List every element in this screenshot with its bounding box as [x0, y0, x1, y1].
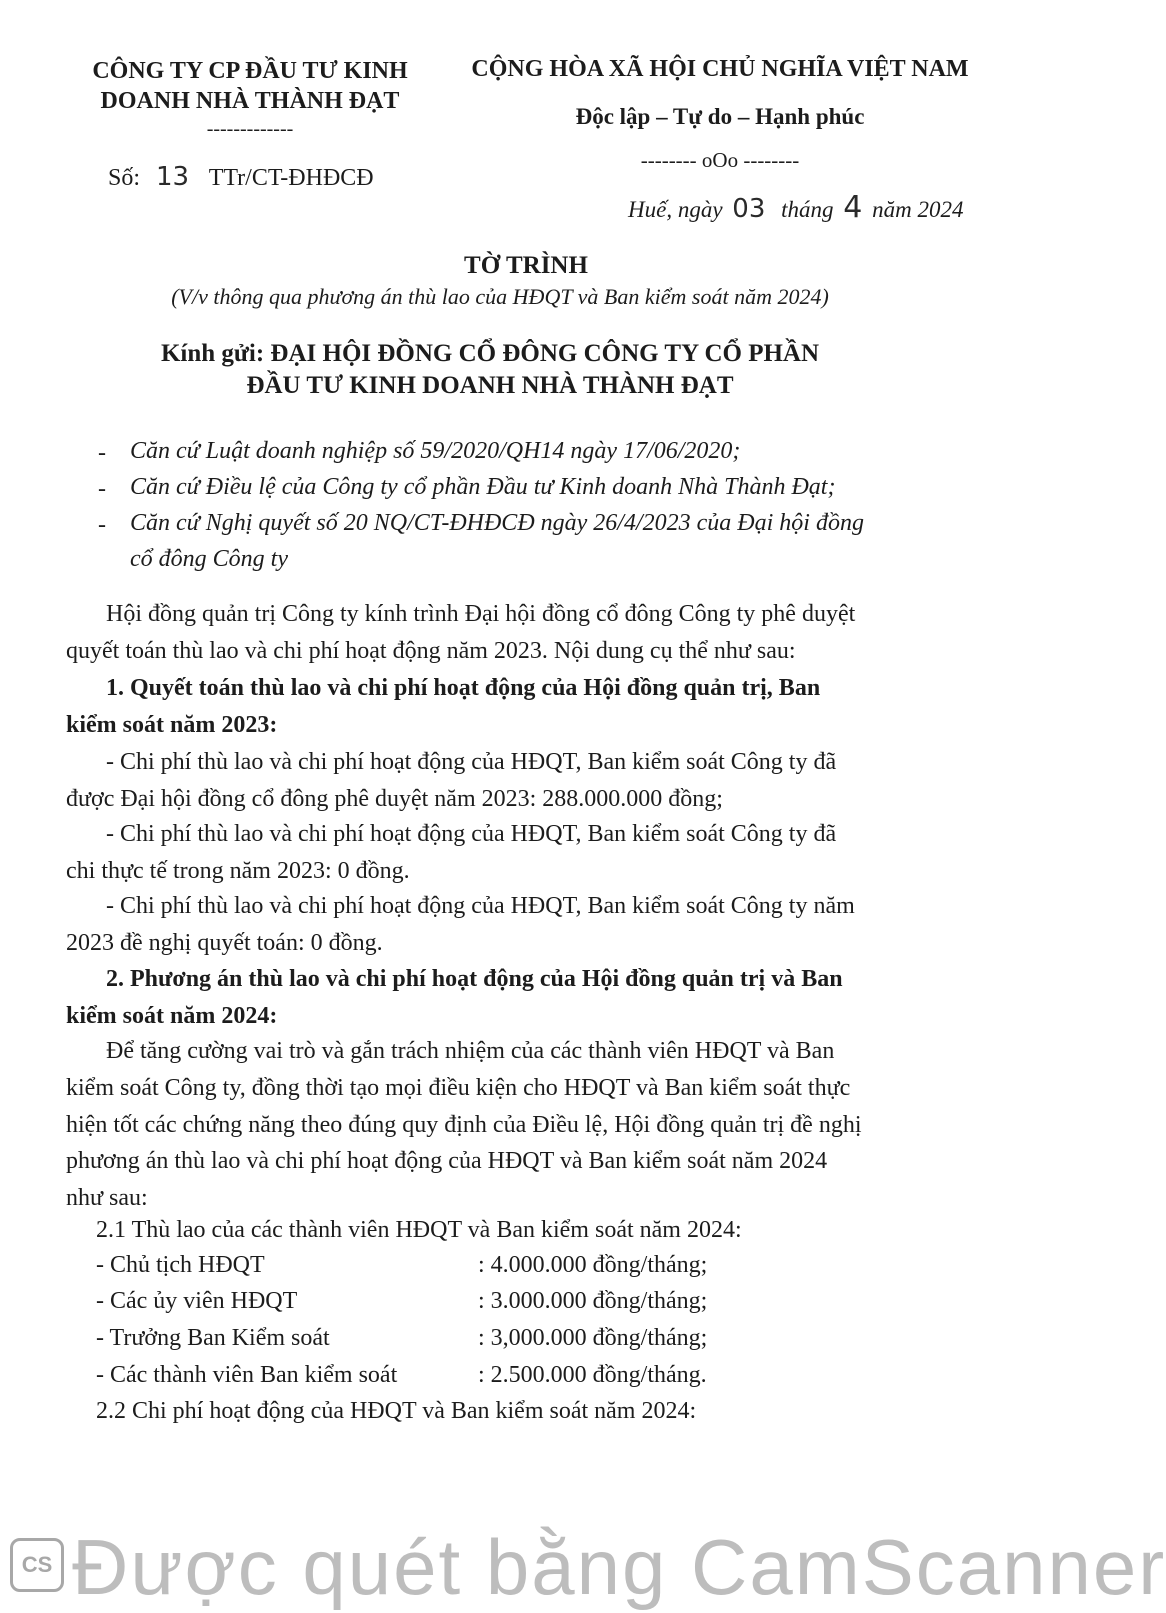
recipient-line1: Kính gửi: ĐẠI HỘI ĐỒNG CỔ ĐÔNG CÔNG TY CỔ PHẦN [160, 340, 820, 367]
date-day-handwritten: 03 [732, 194, 766, 224]
intro-line: quyết toán thù lao và chi phí hoạt động năm 2023. Nội dung cụ thể như sau: [66, 638, 796, 664]
recipient-line2: ĐẦU TƯ KINH DOANH NHÀ THÀNH ĐẠT [246, 372, 734, 399]
bullet-dash: - [98, 476, 106, 502]
subsection-2-2: 2.2 Chi phí hoạt động của HĐQT và Ban kiểm soát năm 2024: [96, 1398, 697, 1424]
company-rule: ------------- [206, 118, 294, 140]
section2-paragraph-line: như sau: [66, 1185, 148, 1211]
remuneration-role: - Chủ tịch HĐQT [96, 1252, 265, 1278]
remuneration-amount: : 2.500.000 đồng/tháng. [478, 1362, 707, 1388]
date-month-handwritten: 4 [843, 190, 863, 225]
section1-item: - Chi phí thù lao và chi phí hoạt động của HĐQT, Ban kiểm soát Công ty đã [106, 749, 837, 775]
issue-date [628, 190, 963, 225]
company-name-line2: DOANH NHÀ THÀNH ĐẠT [100, 88, 400, 114]
section1-heading-continued: kiểm soát năm 2023: [66, 712, 278, 738]
subsection-2-1: 2.1 Thù lao của các thành viên HĐQT và Ban kiểm soát năm 2024: [96, 1217, 742, 1243]
watermark-text: Được quét bằng CamScanner [72, 1523, 1166, 1611]
remuneration-amount: : 4.000.000 đồng/tháng; [478, 1252, 708, 1278]
section1-item: - Chi phí thù lao và chi phí hoạt động của HĐQT, Ban kiểm soát Công ty năm [106, 893, 855, 919]
nation-title: CỘNG HÒA XÃ HỘI CHỦ NGHĨA VIỆT NAM [471, 56, 969, 82]
scanner-watermark [0, 1518, 1166, 1611]
section1-heading: 1. Quyết toán thù lao và chi phí hoạt động của Hội đồng quản trị, Ban [106, 675, 821, 701]
doc-no-suffix: TTr/CT-ĐHĐCĐ [208, 165, 374, 191]
document-number [108, 162, 374, 192]
date-month-label: tháng [781, 197, 834, 222]
document-subject: (V/v thông qua phương án thù lao của HĐQT và Ban kiểm soát năm 2024) [171, 284, 829, 309]
remuneration-role: - Các ủy viên HĐQT [96, 1288, 298, 1314]
section2-paragraph-line: kiểm soát Công ty, đồng thời tạo mọi điều kiện cho HĐQT và Ban kiểm soát thực [66, 1075, 851, 1101]
remuneration-role: - Trưởng Ban Kiểm soát [96, 1325, 330, 1351]
motto-rule: -------- oOo -------- [640, 148, 800, 172]
doc-no-label: Số: [108, 165, 141, 191]
section2-paragraph-line: Để tăng cường vai trò và gắn trách nhiệm của các thành viên HĐQT và Ban [106, 1038, 835, 1064]
bullet-dash: - [98, 440, 106, 466]
date-prefix: Huế, ngày [628, 197, 723, 222]
section2-heading: 2. Phương án thù lao và chi phí hoạt động của Hội đồng quản trị và Ban [106, 966, 843, 992]
remuneration-amount: : 3,000.000 đồng/tháng; [478, 1325, 708, 1351]
remuneration-amount: : 3.000.000 đồng/tháng; [478, 1288, 708, 1314]
section1-item-continued: 2023 đề nghị quyết toán: 0 đồng. [66, 930, 383, 956]
legal-basis-text: Căn cứ Nghị quyết số 20 NQ/CT-ĐHĐCĐ ngày 26/4/2023 của Đại hội đồng [130, 510, 864, 536]
section2-heading-continued: kiểm soát năm 2024: [66, 1003, 278, 1029]
legal-basis-text: Căn cứ Luật doanh nghiệp số 59/2020/QH14 ngày 17/06/2020; [130, 438, 741, 464]
doc-no-handwritten: 13 [156, 162, 190, 192]
legal-basis-text-continued: cổ đông Công ty [130, 546, 288, 572]
section1-item-continued: được Đại hội đồng cổ đông phê duyệt năm 2023: 288.000.000 đồng; [66, 786, 723, 812]
section1-item: - Chi phí thù lao và chi phí hoạt động của HĐQT, Ban kiểm soát Công ty đã [106, 821, 837, 847]
motto: Độc lập – Tự do – Hạnh phúc [575, 104, 865, 129]
bullet-dash: - [98, 512, 106, 538]
remuneration-role: - Các thành viên Ban kiểm soát [96, 1362, 398, 1388]
document-title: TỜ TRÌNH [464, 252, 588, 279]
section2-paragraph-line: phương án thù lao và chi phí hoạt động của HĐQT và Ban kiểm soát năm 2024 [66, 1148, 828, 1174]
date-year: năm 2024 [872, 197, 964, 222]
section2-paragraph-line: hiện tốt các chứng năng theo đúng quy định của Điều lệ, Hội đồng quản trị đề nghị [66, 1112, 862, 1138]
legal-basis-text: Căn cứ Điều lệ của Công ty cổ phần Đầu tư Kinh doanh Nhà Thành Đạt; [130, 474, 836, 500]
company-name-line1: CÔNG TY CP ĐẦU TƯ KINH [92, 58, 408, 84]
intro-line: Hội đồng quản trị Công ty kính trình Đại hội đồng cổ đông Công ty phê duyệt [106, 601, 856, 627]
section1-item-continued: chi thực tế trong năm 2023: 0 đồng. [66, 858, 410, 884]
camscanner-logo-icon: CS [10, 1538, 64, 1592]
